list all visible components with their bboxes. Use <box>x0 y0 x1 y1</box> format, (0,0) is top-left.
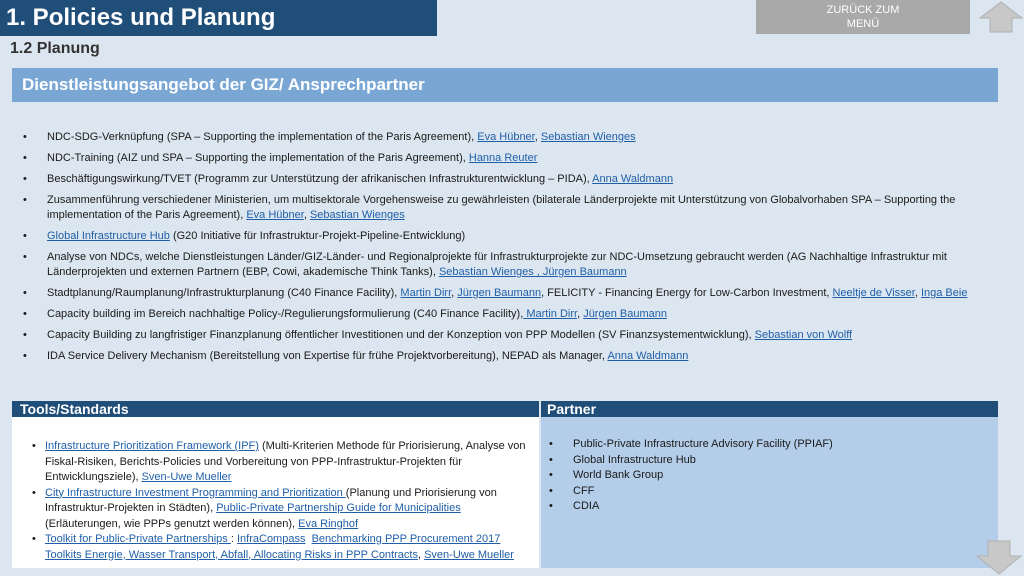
contact-link[interactable]: Jürgen Baumann <box>457 287 542 299</box>
list-item <box>20 328 995 343</box>
tool-link[interactable]: Benchmarking PPP Procurement 2017 <box>311 533 501 545</box>
arrow-down-icon[interactable] <box>974 540 1024 576</box>
contact-link[interactable]: Jürgen Baumann <box>583 308 667 320</box>
service-list <box>20 130 995 370</box>
page-title: 1. Policies und Planung <box>0 0 437 36</box>
list-item <box>20 349 995 364</box>
list-item <box>20 307 995 322</box>
partner-item: • Global Infrastructure Hub <box>549 453 989 469</box>
item-text: Stadtplanung/Raumplanung/Infrastrukturplanung (C40 Finance Facility), <box>47 287 401 299</box>
item-text: , <box>534 131 541 143</box>
item-text: : <box>230 533 237 545</box>
contact-link[interactable]: Sebastian Wienges , Jürgen Baumann <box>438 266 627 278</box>
item-text: , FELICITY - Financing Energy for Low-Carbon Investment, <box>541 287 833 299</box>
resource-link[interactable]: Global Infrastructure Hub <box>47 230 170 242</box>
back-to-menu-button[interactable] <box>756 0 970 34</box>
tools-item <box>32 439 532 486</box>
tools-item <box>32 532 532 563</box>
section-subtitle: 1.2 Planung <box>10 40 100 57</box>
item-text: , <box>577 308 584 320</box>
partner-item: • CFF <box>549 484 989 500</box>
list-item <box>20 151 995 166</box>
contact-link[interactable]: Sebastian Wienges <box>540 131 636 143</box>
item-text: (G20 Initiative für Infrastruktur-Projekt-Pipeline-Entwicklung) <box>169 230 466 242</box>
partner-item: • Public-Private Infrastructure Advisory Facility (PPIAF) <box>549 437 989 453</box>
item-text: , <box>417 548 425 561</box>
contact-link[interactable]: Eva Hübner <box>246 209 304 221</box>
contact-link[interactable]: Sven-Uwe Mueller <box>141 471 232 483</box>
tool-link[interactable]: City Infrastructure Investment Programming and Prioritization <box>45 486 346 499</box>
contact-link[interactable]: Inga Beie <box>920 287 968 299</box>
list-item <box>20 172 995 187</box>
item-text: , <box>451 287 458 299</box>
tools-header: Tools/Standards <box>12 401 539 417</box>
tool-link[interactable]: Public-Private Partnership Guide for Municipalities <box>216 502 461 514</box>
item-text: Capacity Building zu langfristiger Finanzplanung öffentlicher Investitionen und der Konzeption von PPP Modellen (SV Finanzsystementwicklung), <box>47 329 755 341</box>
list-item <box>20 229 995 244</box>
item-text: (Planung und Priorisierung von Infrastruktur-Projekten in Städten), <box>45 486 497 514</box>
list-item <box>20 193 995 223</box>
contact-link[interactable]: Hanna Reuter <box>468 152 538 164</box>
item-text: Zusammenführung verschiedener Ministerien, um multisektorale Vorgehensweise zu gewährleisten (bilaterale Länderprojekte mit Unterstützung von Globalvorhaben SPA – Supporting the implementation of the Paris Agreement), <box>47 194 956 221</box>
arrow-up-icon[interactable] <box>978 0 1024 34</box>
contact-link[interactable]: Eva Hübner <box>477 131 535 143</box>
contact-link[interactable]: Anna Waldmann <box>592 173 674 185</box>
list-item <box>20 130 995 145</box>
partner-header: Partner <box>541 401 998 417</box>
list-item <box>20 250 995 280</box>
partner-item: • World Bank Group <box>549 468 989 484</box>
contact-link[interactable]: Martin Dirr <box>400 287 452 299</box>
partner-panel <box>541 417 998 568</box>
list-item <box>20 286 995 301</box>
item-text: , <box>914 287 921 299</box>
tools-list <box>32 439 532 563</box>
section-header: Dienstleistungsangebot der GIZ/ Ansprechpartner <box>12 68 998 102</box>
item-text: (Erläuterungen, wie PPPs genutzt werden können), <box>45 517 299 530</box>
item-text: , <box>303 209 310 221</box>
item-text: Analyse von NDCs, welche Dienstleistungen Länder/GIZ-Länder- und Regionalprojekte für Infrastrukturprojekte zur NDC-Umsetzung gebraucht werden (AG Nachhaltige Infrastruktur mit Länderprojekten und externen Partnern (EBP, Cowi, akademische Think Tanks), <box>47 251 947 278</box>
contact-link[interactable]: Martin Dirr <box>523 308 578 320</box>
tool-link[interactable]: Toolkits Energie, Wasser Transport, Abfall, <box>45 548 254 561</box>
tool-link[interactable]: InfraCompass <box>236 533 306 545</box>
tool-link[interactable]: Toolkit for Public-Private Partnerships <box>45 533 231 545</box>
contact-link[interactable]: Eva Ringhof <box>298 517 359 530</box>
tools-item <box>32 486 532 533</box>
tool-link[interactable]: Infrastructure Prioritization Framework (IPF) <box>45 440 259 452</box>
contact-link[interactable]: Sebastian Wienges <box>309 209 405 221</box>
contact-link[interactable]: Sven-Uwe Mueller <box>424 548 514 561</box>
partner-list <box>549 437 989 515</box>
contact-link[interactable]: Anna Waldmann <box>607 350 689 362</box>
item-text: NDC-SDG-Verknüpfung (SPA – Supporting the implementation of the Paris Agreement), <box>47 131 478 143</box>
contact-link[interactable]: Neeltje de Visser <box>832 287 915 299</box>
back-label-line2: MENÜ <box>846 18 880 30</box>
item-text: (Multi-Kriterien Methode für Priorisierung, Analyse von Fiskal-Risiken, Berichts-Policies und Vorbereitung von PPP-Infrastruktur-Projekten für Entwicklungsziele), <box>45 440 526 483</box>
contact-link[interactable]: Sebastian von Wolff <box>754 329 853 341</box>
back-label-line1: ZURÜCK ZUM <box>826 4 900 16</box>
item-text: NDC-Training (AIZ und SPA – Supporting the implementation of the Paris Agreement), <box>47 152 469 164</box>
item-text: Beschäftigungswirkung/TVET (Programm zur Unterstützung der afrikanischen Infrastrukturentwicklung – PIDA), <box>47 173 593 185</box>
tool-link[interactable]: Allocating Risks in PPP Contracts <box>253 548 418 561</box>
item-text: Capacity building im Bereich nachhaltige Policy-/Regulierungsformulierung (C40 Finance Facility), <box>47 308 524 320</box>
tools-panel <box>12 417 539 568</box>
item-text: IDA Service Delivery Mechanism (Bereitstellung von Expertise für frühe Projektvorbereitung), NEPAD als Manager, <box>47 350 608 362</box>
partner-item: • CDIA <box>549 499 989 515</box>
